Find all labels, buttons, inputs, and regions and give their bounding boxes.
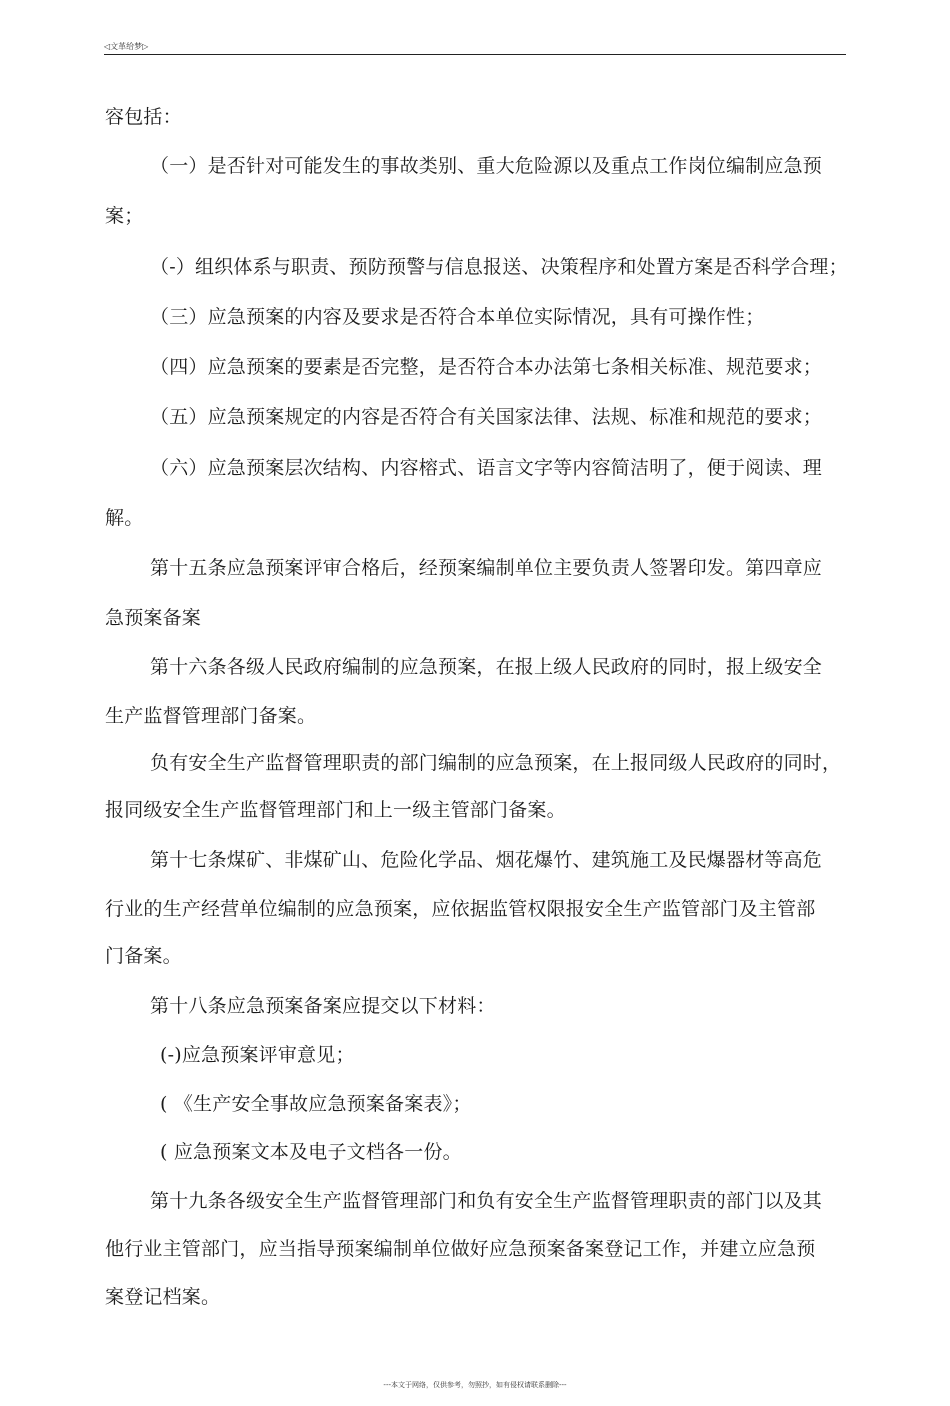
text-line: 第十七条煤矿、非煤矿山、危险化学品、烟花爆竹、建筑施工及民爆器材等高危	[150, 849, 823, 871]
text-line: 行业的生产经营单位编制的应急预案，应依据监管权限报安全生产监管部门及主管部	[105, 898, 816, 920]
text-line: （六）应急预案层次结构、内容榕式、语言文字等内容简洁明了，便于阅读、理	[150, 457, 823, 479]
text-line: 第十八条应急预案备案应提交以下材料：	[150, 995, 496, 1017]
text-line: 第十六条各级人民政府编制的应急预案，在报上级人民政府的同时，报上级安全	[150, 656, 823, 678]
text-line: 生产监督管理部门备案。	[105, 705, 317, 727]
text-line: (-)应急预案评审意见；	[160, 1044, 355, 1066]
text-line: 案登记档案。	[105, 1286, 221, 1308]
text-line: 急预案备案	[105, 607, 202, 629]
text-line: 负有安全生产监督管理职责的部门编制的应急预案，在上报同级人民政府的同时，	[150, 752, 842, 774]
text-line: （五）应急预案规定的内容是否符合有关国家法律、法规、标准和规范的要求；	[150, 406, 823, 428]
header-text: ◁文革给梦▷	[104, 42, 149, 51]
text-line: 门备案。	[105, 945, 182, 967]
text-line: （一）是否针对可能发生的事故类别、重大危险源以及重点工作岗位编制应急预	[150, 155, 823, 177]
text-line: （四）应急预案的要素是否完整，是否符合本办法第七条相关标准、规范要求；	[150, 356, 823, 378]
text-line: （-）组织体系与职责、预防预警与信息报送、决策程序和处置方案是否科学合理；	[150, 256, 848, 278]
text-line: 第十九条各级安全生产监督管理部门和负有安全生产监督管理职责的部门以及其	[150, 1190, 823, 1212]
page-footer: ---本文于网络，仅供参考，勿照抄，如有侵权请联系删除---	[383, 1381, 567, 1389]
text-line: 容包括：	[105, 106, 182, 128]
text-line: （三）应急预案的内容及要求是否符合本单位实际情况，具有可操作性；	[150, 306, 765, 328]
text-line: 报同级安全生产监督管理部门和上一级主管部门备案。	[105, 799, 566, 821]
page-header	[104, 40, 846, 55]
text-line: ( 《生产安全事故应急预案备案表》；	[160, 1093, 472, 1115]
text-line: 案；	[105, 205, 144, 227]
text-line: ( 应急预案文本及电子文档各一份。	[160, 1141, 462, 1163]
text-line: 他行业主管部门，应当指导预案编制单位做好应急预案备案登记工作，并建立应急预	[105, 1238, 816, 1260]
text-line: 第十五条应急预案评审合格后，经预案编制单位主要负责人签署印发。第四章应	[150, 557, 823, 579]
text-line: 解。	[105, 507, 144, 529]
